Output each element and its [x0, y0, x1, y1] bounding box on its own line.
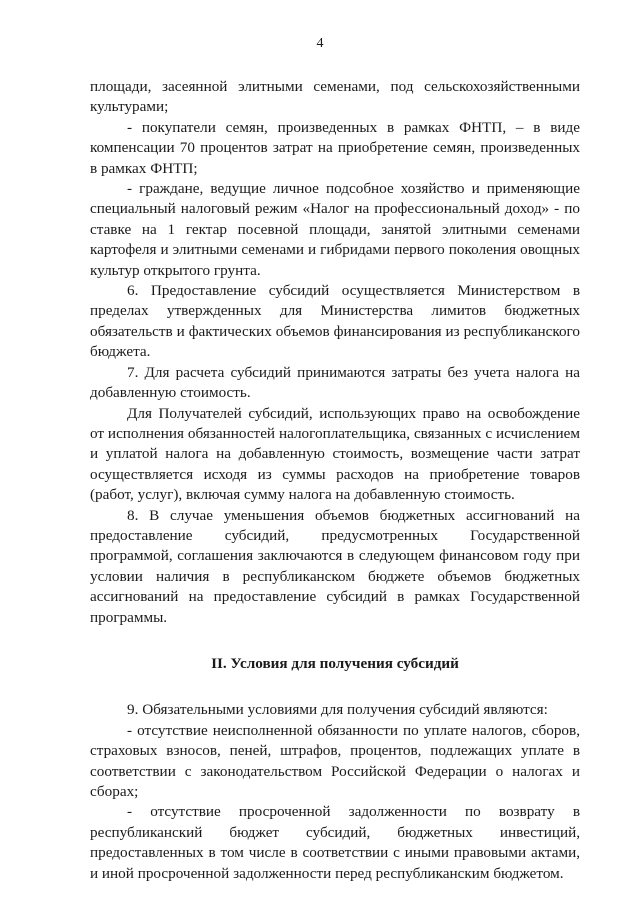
- paragraphs-after: [90, 700, 580, 884]
- paragraph-no-tax-debt: - отсутствие неисполненной обязанности по уплате налогов, сборов, страховых взносов, пеней, штрафов, процентов, подлежащих уплате в соответствии с законодательством Российской Федерации о налогах и сборах;: [90, 721, 580, 800]
- paragraph-continuation: площади, засеянной элитными семенами, под сельскохозяйственными культурами;: [90, 78, 580, 116]
- section-title: II. Условия для получения субсидий: [211, 654, 459, 672]
- paragraph-vat-exemption: Для Получателей субсидий, использующих право на освобождение от исполнения обязанностей налогоплательщика, связанных с исчислением и уплатой налога на добавленную стоимость, возмещение части затрат осуществляется исходя из суммы расходов на приобретение товаров (работ, услуг), включая сумму налога на добавленную стоимость.: [90, 404, 580, 504]
- paragraph-item-9: 9. Обязательными условиями для получения субсидий являются:: [127, 701, 548, 719]
- paragraph-no-budget-debt: - отсутствие просроченной задолженности по возврату в республиканский бюджет субсидий, бюджетных инвестиций, предоставленных в том числе в соответствии с иными правовыми актами, и иной просроченной задолженности перед республиканским бюджетом.: [90, 803, 580, 882]
- paragraphs-before: [90, 77, 580, 628]
- document-body: [90, 77, 580, 884]
- paragraph-item-8: 8. В случае уменьшения объемов бюджетных ассигнований на предоставление субсидий, предусмотренных Государственной программой, соглашения заключаются в следующем финансовом году при условии наличия в республиканском бюджете объемов бюджетных ассигнований на предоставление субсидий в рамках Государственной программы.: [90, 506, 580, 626]
- paragraph-seed-buyers: - покупатели семян, произведенных в рамках ФНТП, – в виде компенсации 70 процентов затрат на приобретение семян, произведенных в рамках ФНТП;: [90, 118, 580, 177]
- page-number: 4: [316, 36, 324, 51]
- paragraph-item-7: 7. Для расчета субсидий принимаются затраты без учета налога на добавленную стоимость.: [90, 363, 580, 402]
- paragraph-citizens: - граждане, ведущие личное подсобное хозяйство и применяющие специальный налоговый режим «Налог на профессиональный доход» - по ставке на 1 гектар посевной площади, занятой элитными семенами картофеля и элитными семенами и гибридами первого поколения овощных культур открытого грунта.: [90, 180, 580, 279]
- paragraph-item-6: 6. Предоставление субсидий осуществляется Министерством в пределах утвержденных для Министерства лимитов бюджетных обязательств и фактических объемов финансирования из республиканского бюджета.: [90, 282, 580, 361]
